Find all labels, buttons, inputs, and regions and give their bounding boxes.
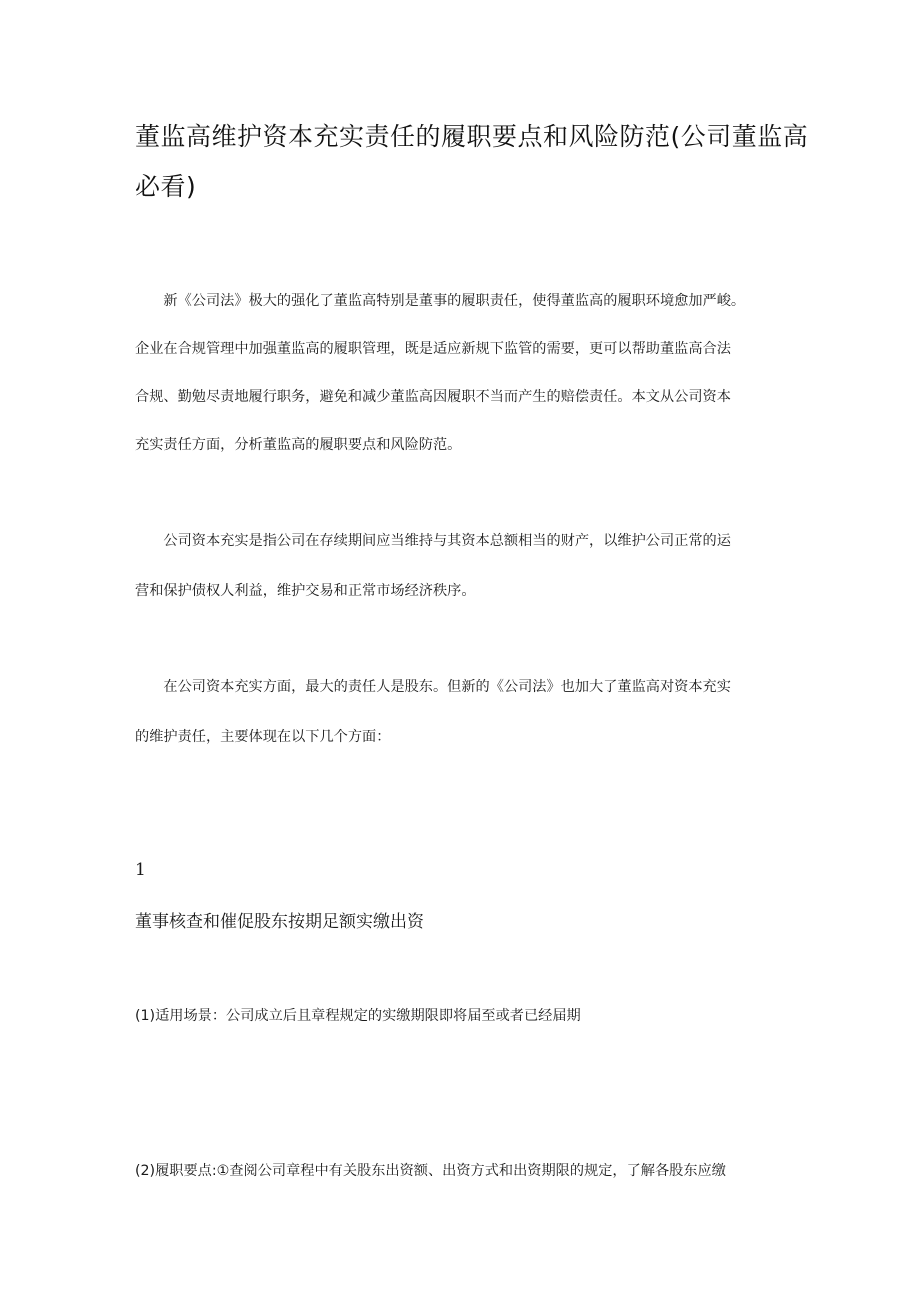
title-line: 董监高维护资本充实责任的履职要点和风险防范(公司董监高 — [135, 122, 809, 151]
paragraph-line: 的维护责任，主要体现在以下几个方面： — [135, 729, 391, 745]
intro-paragraph — [135, 277, 795, 469]
document-title — [135, 112, 809, 212]
paragraph-line: 新《公司法》极大的强化了董监高特别是董事的履职责任，使得董监高的履职环境愈加严峻。 — [135, 293, 746, 309]
paragraph-line: 在公司资本充实方面，最大的责任人是股东。但新的《公司法》也加大了董监高对资本充实 — [135, 679, 731, 695]
list-item-text: (2)履职要点:①查阅公司章程中有关股东出资额、出资方式和出资期限的规定，了解各股东应缴 — [135, 1163, 726, 1179]
definition-paragraph — [135, 516, 795, 616]
section-number: 1 — [135, 860, 146, 880]
section-title: 董事核查和催促股东按期足额实缴出资 — [135, 912, 424, 932]
list-item — [135, 1154, 795, 1188]
list-item-text: (1)适用场景：公司成立后且章程规定的实缴期限即将届至或者已经届期 — [135, 1008, 581, 1024]
paragraph-line: 营和保护债权人利益，维护交易和正常市场经济秩序。 — [135, 583, 476, 599]
responsibility-paragraph — [135, 662, 795, 762]
paragraph-line: 公司资本充实是指公司在存续期间应当维持与其资本总额相当的财产，以维护公司正常的运 — [135, 533, 731, 549]
paragraph-line: 充实责任方面，分析董监高的履职要点和风险防范。 — [135, 437, 462, 453]
paragraph-line: 企业在合规管理中加强董监高的履职管理，既是适应新规下监管的需要，更可以帮助董监高合法 — [135, 341, 731, 357]
title-line: 必看) — [135, 172, 197, 201]
paragraph-line: 合规、勤勉尽责地履行职务，避免和减少董监高因履职不当而产生的赔偿责任。本文从公司资本 — [135, 389, 731, 405]
list-item — [135, 999, 795, 1033]
